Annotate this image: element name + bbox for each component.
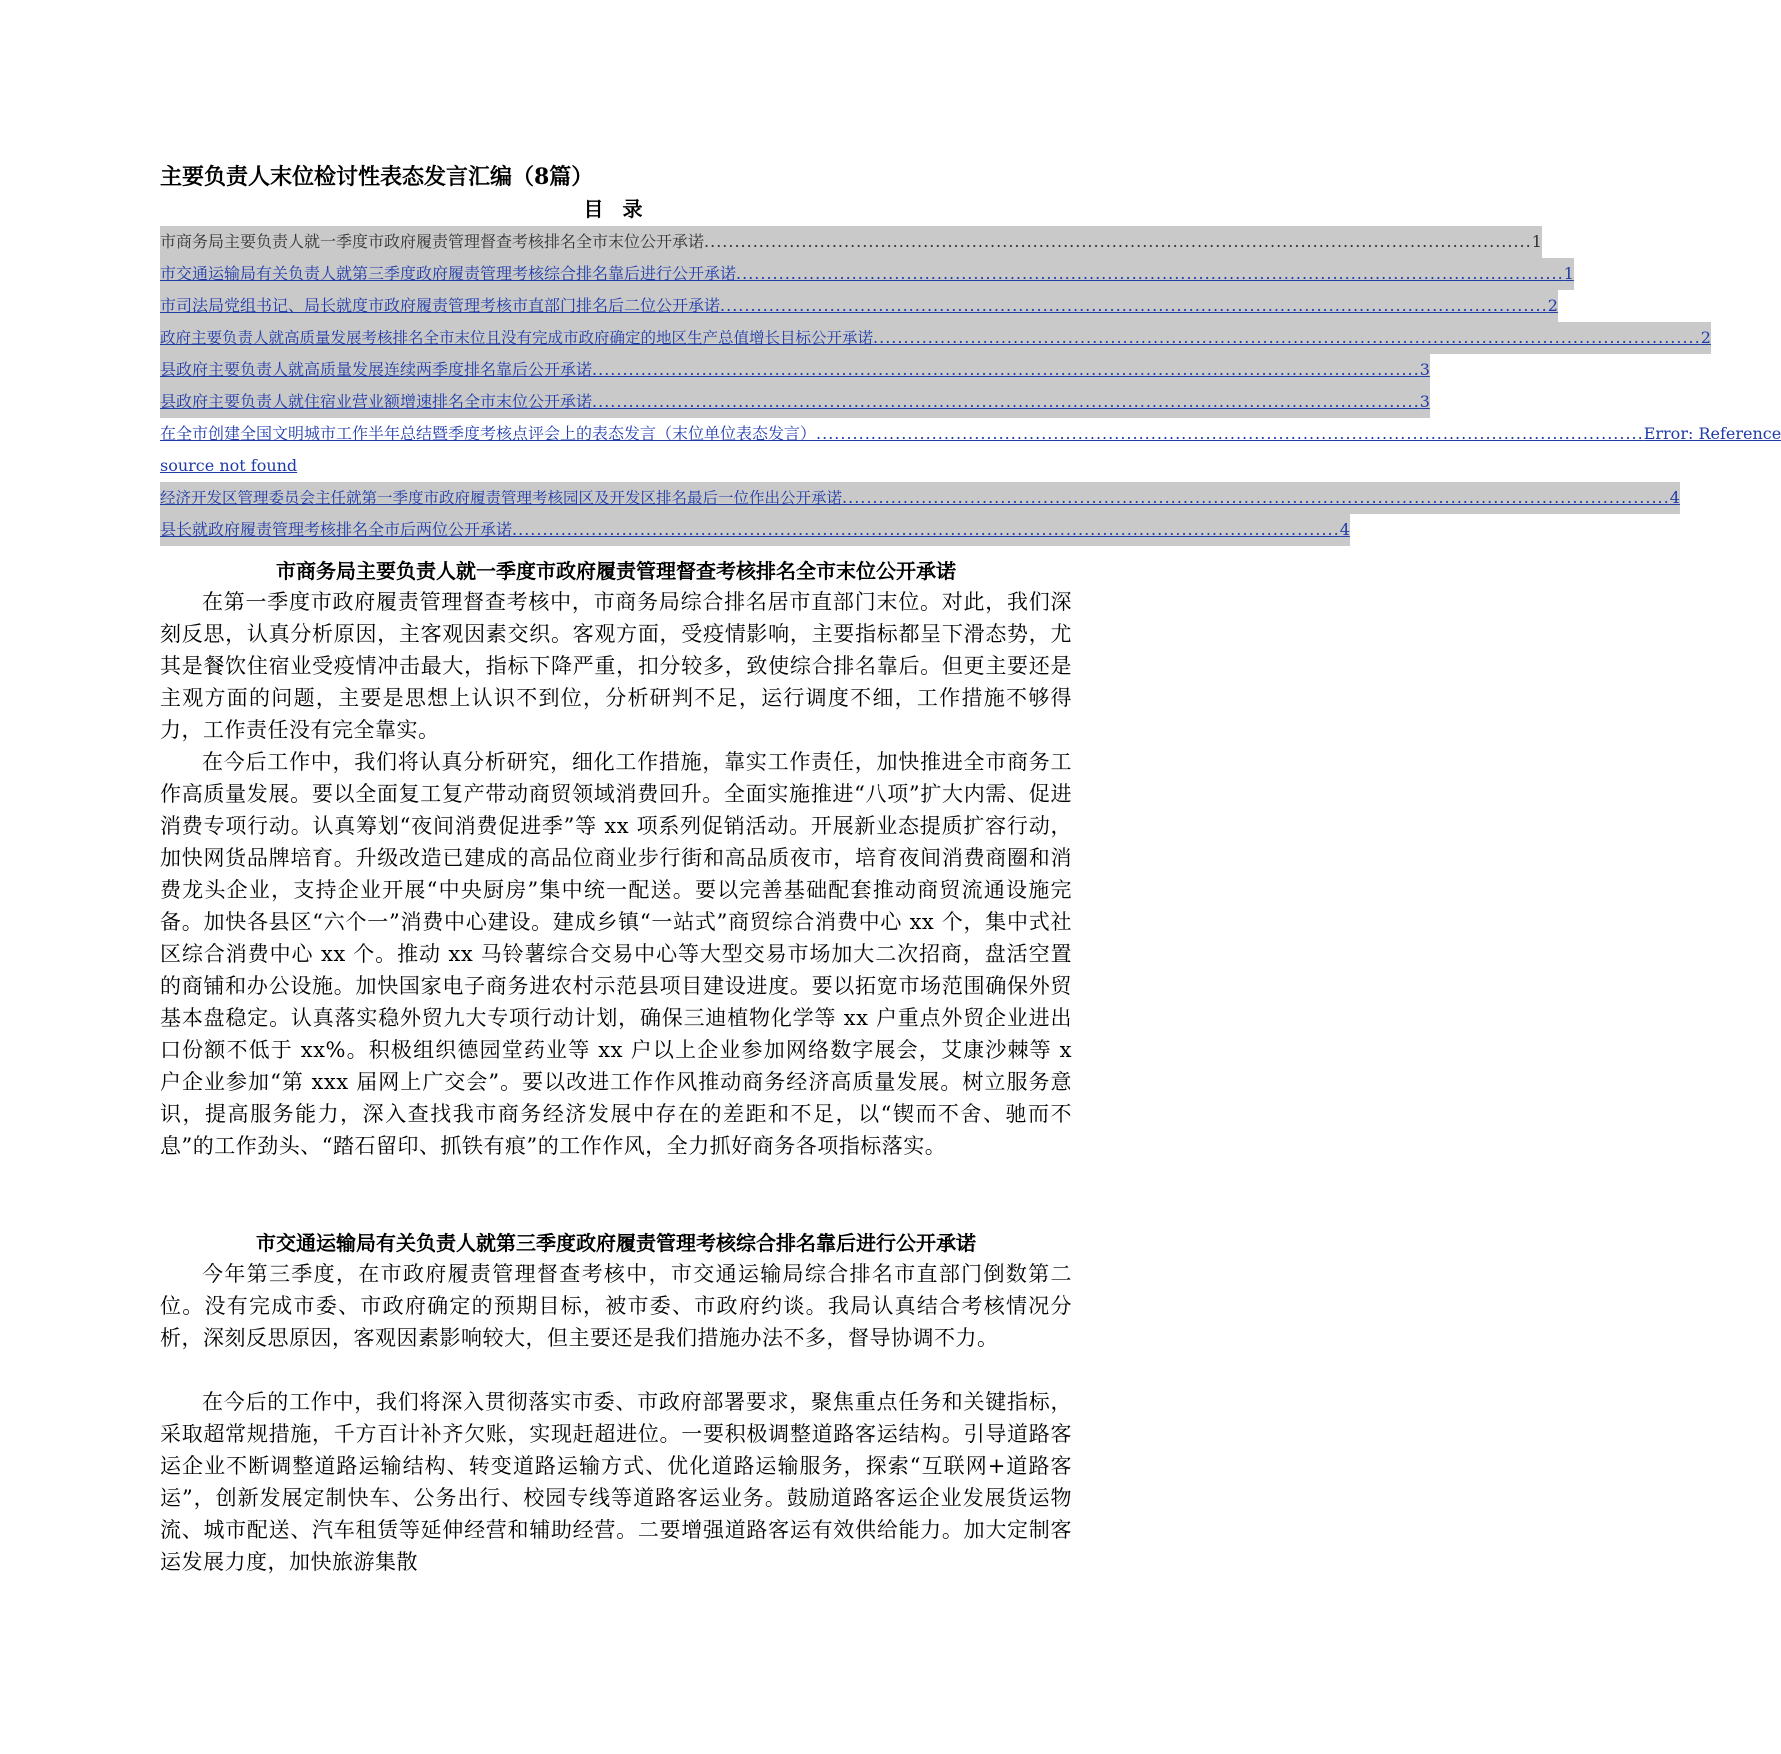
toc-entry-page: 2	[1548, 290, 1558, 322]
toc-leader-dots: ........................................................................................................................................	[873, 322, 1701, 354]
toc-entry-title: 市商务局主要负责人就一季度市政府履责管理督查考核排名全市末位公开承诺	[160, 226, 704, 258]
toc-entry-title: 市交通运输局有关负责人就第三季度政府履责管理考核综合排名靠后进行公开承诺	[160, 258, 736, 290]
toc-entry-title: 市司法局党组书记、局长就度市政府履责管理考核市直部门排名后二位公开承诺	[160, 290, 720, 322]
section-title: 市交通运输局有关负责人就第三季度政府履责管理考核综合排名靠后进行公开承诺	[256, 1231, 976, 1255]
body-paragraph: 在今后工作中，我们将认真分析研究，细化工作措施，靠实工作责任，加快推进全市商务工作高质量发展。要以全面复工复产带动商贸领域消费回升。全面实施推进“八项”扩大内需、促进消费专项行动。认真筹划“夜间消费促进季”等 xx 项系列促销活动。开展新业态提质扩容行动，加快网货品牌培育。升级改造已建成的高品位商业步行街和高品质夜市，培育夜间消费商圈和消费龙头企业，支持企业开展“中央厨房”集中统一配送。要以完善基础配套推动商贸流通设施完备。加快各县区“六个一”消费中心建设。建成乡镇“一站式”商贸综合消费中心 xx 个，集中式社区综合消费中心 xx 个。推动 xx 马铃薯综合交易中心等大型交易市场加大二次招商，盘活空置的商铺和办公设施。加快国家电子商务进农村示范县项目建设进度。要以拓宽市场范围确保外贸基本盘稳定。认真落实稳外贸九大专项行动计划，确保三迪植物化学等 xx 户重点外贸企业进出口份额不低于 xx%。积极组织德园堂药业等 xx 户以上企业参加网络数字展会，艾康沙棘等 x 户企业参加“第 xxx 届网上广交会”。要以改进工作作风推动商务经济高质量发展。树立服务意识，提高服务能力，深入查找我市商务经济发展中存在的差距和不足，以“锲而不舍、驰而不息”的工作劲头、“踏石留印、抓铁有痕”的工作作风，全力抓好商务各项指标落实。	[160, 750, 1072, 1158]
body-paragraph: 在今后的工作中，我们将深入贯彻落实市委、市政府部署要求，聚焦重点任务和关键指标，采取超常规措施，千方百计补齐欠账，实现赶超进位。一要积极调整道路客运结构。引导道路客运企业不断调整道路运输结构、转变道路运输方式、优化道路运输服务，探索“互联网+道路客运”，创新发展定制快车、公务出行、校园专线等道路客运业务。鼓励道路客运企业发展货运物流、城市配送、汽车租赁等延伸经营和辅助经营。二要增强道路客运有效供给能力。加大定制客运发展力度，加快旅游集散	[160, 1390, 1072, 1574]
toc-leader-dots: ........................................................................................................................................	[512, 514, 1340, 546]
toc-entry-title: 县政府主要负责人就住宿业营业额增速排名全市末位公开承诺	[160, 386, 592, 418]
toc-leader-dots: ........................................................................................................................................	[720, 290, 1548, 322]
toc-entry-page: Error: Reference	[1643, 424, 1781, 443]
table-of-contents	[160, 226, 1781, 546]
toc-entry[interactable]	[160, 482, 1680, 514]
toc-entry[interactable]	[160, 418, 1781, 482]
toc-entry[interactable]	[160, 354, 1430, 386]
toc-leader-dots: ........................................................................................................................................	[816, 424, 1644, 443]
toc-entry-title: 在全市创建全国文明城市工作半年总结暨季度考核点评会上的表态发言（末位单位表态发言）	[160, 424, 817, 443]
toc-entry[interactable]	[160, 386, 1430, 418]
toc-entry-page: 3	[1420, 386, 1430, 418]
body-paragraph: 在第一季度市政府履责管理督查考核中，市商务局综合排名居市直部门末位。对此，我们深刻反思，认真分析原因，主客观因素交织。客观方面，受疫情影响，主要指标都呈下滑态势，尤其是餐饮住宿业受疫情冲击最大，指标下降严重，扣分较多，致使综合排名靠后。但更主要还是主观方面的问题，主要是思想上认识不到位，分析研判不足，运行调度不细，工作措施不够得力，工作责任没有完全靠实。	[160, 590, 1072, 742]
toc-entry-page: 3	[1420, 354, 1430, 386]
toc-entry[interactable]	[160, 290, 1558, 322]
toc-entry-title: 县政府主要负责人就高质量发展连续两季度排名靠后公开承诺	[160, 354, 592, 386]
toc-entry-title: 政府主要负责人就高质量发展考核排名全市末位且没有完成市政府确定的地区生产总值增长目标公开承诺	[160, 322, 873, 354]
toc-entry-title: 县长就政府履责管理考核排名全市后两位公开承诺	[160, 514, 512, 546]
toc-entry-page: 2	[1701, 322, 1711, 354]
toc-leader-dots: ........................................................................................................................................	[592, 386, 1420, 418]
toc-entry-page: 1	[1564, 258, 1574, 290]
body-paragraph: 今年第三季度，在市政府履责管理督查考核中，市交通运输局综合排名市直部门倒数第二位。没有完成市委、市政府确定的预期目标，被市委、市政府约谈。我局认真结合考核情况分析，深刻反思原因，客观因素影响较大，但主要还是我们措施办法不多，督导协调不力。	[160, 1262, 1072, 1350]
toc-leader-dots: ........................................................................................................................................	[842, 482, 1670, 514]
toc-entry[interactable]	[160, 226, 1542, 258]
document-title: 主要负责人末位检讨性表态发言汇编（8篇）	[160, 164, 594, 190]
toc-entry[interactable]	[160, 258, 1574, 290]
toc-entry-page: 4	[1670, 482, 1680, 514]
toc-entry[interactable]	[160, 514, 1350, 546]
section-title: 市商务局主要负责人就一季度市政府履责管理督查考核排名全市末位公开承诺	[276, 559, 956, 583]
toc-leader-dots: ........................................................................................................................................	[736, 258, 1564, 290]
toc-entry-page: 4	[1340, 514, 1350, 546]
toc-leader-dots: ........................................................................................................................................	[704, 226, 1532, 258]
toc-entry-title: 经济开发区管理委员会主任就第一季度市政府履责管理考核园区及开发区排名最后一位作出公开承诺	[160, 482, 842, 514]
toc-leader-dots: ........................................................................................................................................	[592, 354, 1420, 386]
toc-entry-page-continued: source not found	[160, 456, 298, 475]
toc-heading: 目 录	[583, 197, 649, 221]
toc-entry[interactable]	[160, 322, 1711, 354]
toc-entry-page: 1	[1532, 226, 1542, 258]
